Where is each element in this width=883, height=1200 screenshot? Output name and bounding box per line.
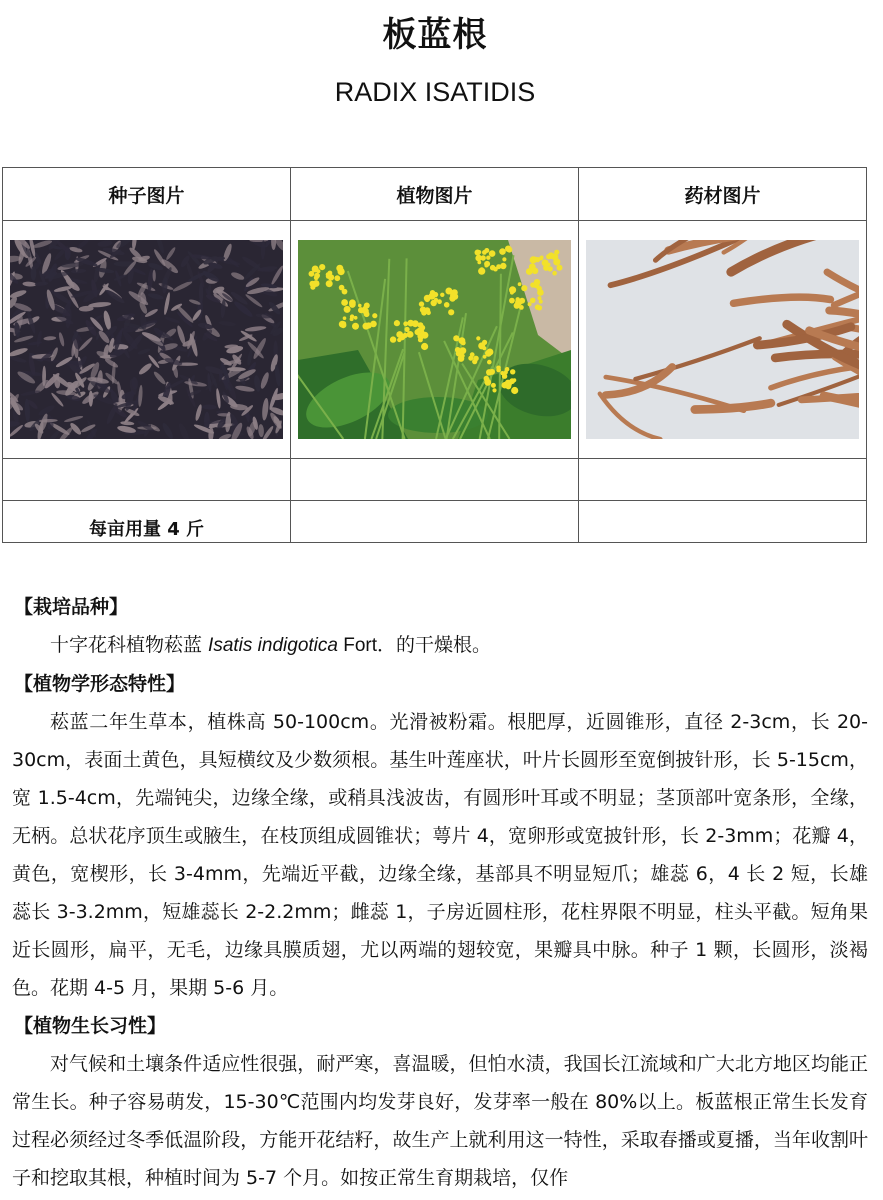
- page-title: 板蓝根: [382, 15, 488, 55]
- variety-text-before: 十字花科植物菘蓝: [50, 634, 209, 656]
- header-seed-image: 种子图片: [3, 168, 291, 221]
- seed-photo: [10, 240, 283, 439]
- empty-cell: [579, 501, 867, 543]
- section-text-variety: [12, 626, 868, 665]
- empty-cell: [579, 459, 867, 501]
- plant-photo: [298, 240, 571, 439]
- section-heading-morphology: 【植物学形态特性】: [14, 673, 186, 695]
- image-table-header-row: [3, 168, 867, 221]
- latin-subtitle: RADIX ISATIDIS: [334, 77, 536, 107]
- section-text-morphology: 菘蓝二年生草本，植株高 50-100cm。光滑被粉霜。根肥厚，近圆锥形，直径 2-3cm，长 20-30cm，表面土黄色，具短横纹及少数须根。基生叶莲座状，叶片长圆形至宽倒披针形，长 5-15cm，宽 1.5-4cm，先端钝尖，边缘全缘，或稍具浅波齿，有圆形叶耳或不明显；茎顶部叶宽条形，全缘，无柄。总状花序顶生或腋生，在枝顶组成圆锥状；萼片 4，宽卵形或宽披针形，长 2-3mm；花瓣 4，黄色，宽楔形，长 3-4mm，先端近平截，边缘全缘，基部具不明显短爪；雄蕊 6，4 长 2 短，长雄蕊长 3-3.2mm，短雄蕊长 2-2.2mm；雌蕊 1，子房近圆柱形，花柱界限不明显，柱头平截。短角果近长圆形，扁平，无毛，边缘具膜质翅，尤以两端的翅较宽，果瓣具中脉。种子 1 颗，长圆形，淡褐色。花期 4-5 月，果期 5-6 月。: [12, 711, 868, 999]
- usage-cell: [3, 501, 291, 543]
- herb-photo: [586, 240, 859, 439]
- usage-row: [3, 501, 867, 543]
- empty-cell: [3, 459, 291, 501]
- variety-latin-name: Isatis indigotica: [208, 635, 338, 656]
- empty-cell: [291, 459, 579, 501]
- section-heading-growth: 【植物生长习性】: [14, 1015, 167, 1037]
- herb-image-cell: [579, 221, 867, 459]
- empty-row: [3, 459, 867, 501]
- section-heading-variety: 【栽培品种】: [14, 596, 129, 618]
- header-herb-image: 药材图片: [579, 168, 867, 221]
- section-text-growth: 对气候和土壤条件适应性很强，耐严寒，喜温暖，但怕水渍，我国长江流域和广大北方地区均能正常生长。种子容易萌发，15-30℃范围内均发芽良好，发芽率一般在 80%以上。板蓝根正常生长发育过程必须经过冬季低温阶段，方能开花结籽，故生产上就利用这一特性，采取春播或夏播，当年收割叶子和挖取其根，种植时间为 5-7 个月。如按正常生育期栽培，仅作: [12, 1053, 868, 1189]
- seed-usage-text: 每亩用量 4 斤: [88, 519, 205, 540]
- header-plant-image: 植物图片: [291, 168, 579, 221]
- variety-text-after: Fort．的干燥根。: [337, 635, 492, 656]
- main-content: [12, 588, 868, 1197]
- seed-image-cell: [3, 221, 291, 459]
- plant-image-cell: [291, 221, 579, 459]
- image-table: [2, 167, 867, 543]
- image-row: [3, 221, 867, 459]
- empty-cell: [291, 501, 579, 543]
